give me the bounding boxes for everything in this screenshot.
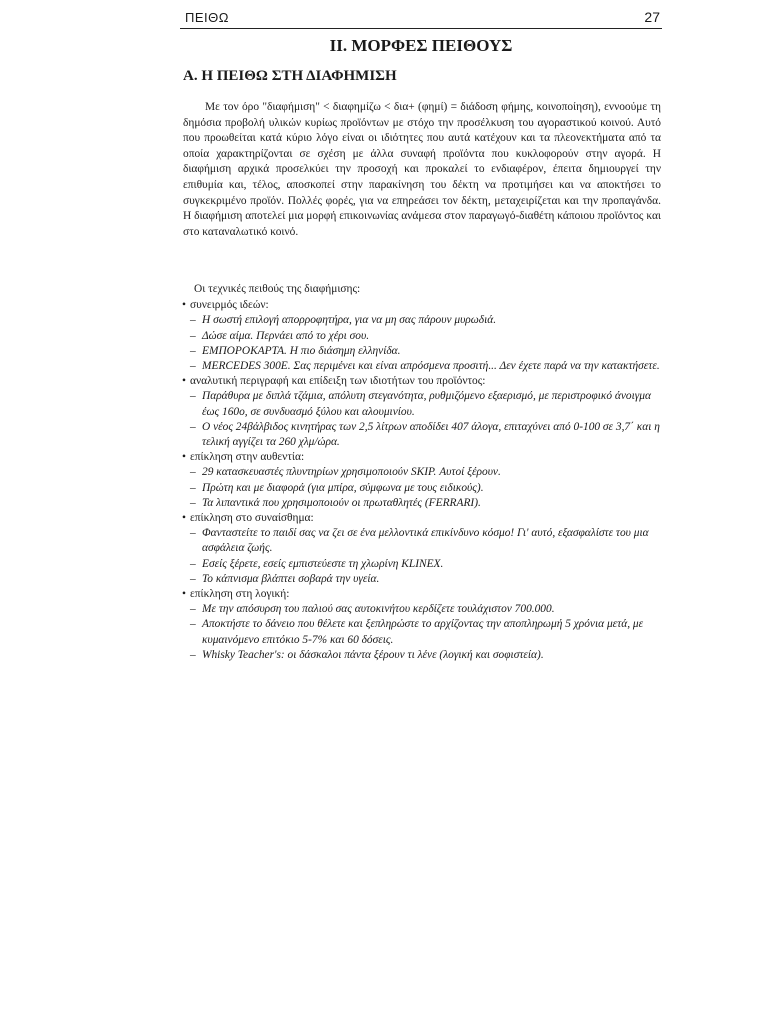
example-item (182, 496, 662, 511)
example-item (182, 617, 662, 647)
dash-icon: – (190, 481, 196, 494)
dash-icon: – (190, 618, 196, 631)
dash-icon: – (190, 344, 196, 357)
dash-icon: – (190, 572, 196, 585)
example-list (182, 602, 662, 663)
dash-icon: – (190, 496, 196, 509)
example-item (182, 481, 662, 496)
dash-icon: – (190, 603, 196, 616)
example-item (182, 572, 662, 587)
dash-icon: – (190, 329, 196, 342)
dash-icon: – (190, 420, 196, 433)
example-item (182, 329, 662, 344)
example-text: Ο νέος 24βάλβιδος κινητήρας των 2,5 λίτρων αποδίδει 407 άλογα, επιταχύνει από 0-100 σε 3,7΄ και η τελική αγγίζει τα 260 χλμ/ώρα. (202, 420, 660, 449)
example-text: 29 κατασκευαστές πλυντηρίων χρησιμοποιούν SKIP. Αυτοί ξέρουν. (202, 466, 501, 479)
running-header (180, 8, 662, 29)
category-label-text: επίκληση στη λογική: (190, 588, 290, 601)
intro-paragraph: Με τον όρο "διαφήμιση" < διαφημίζω < δια+ (φημί) = διάδοση φήμης, κοινοποίηση), εννοούμε τη δημόσια προβολή υλικών κυρίως προϊόντων με στόχο την προσέλκυση του αγοραστικού κοινού. Αυτό που προωθείται κατά κύριο λόγο είναι οι ιδιότητες που αυτά κατέχουν και τα πλεονεκτήματα από τα οποία χαρακτηρίζονται σε σχέση με άλλα συναφή προϊόντα που κυκλοφορούν στην αγορά. Η διαφήμιση αρχικά προσελκύει την προσοχή και προκαλεί το ενδιαφέρον, έπειτα δημιουργεί την επιθυμία και, τέλος, αποσκοπεί στην παρακίνηση του δέκτη να προτιμήσει και να αποκτήσει το συγκεκριμένο προϊόν. Πολλές φορές, για να επηρεάσει τον δέκτη, μεταχειρίζεται και την προπαγάνδα. Η διαφήμιση αποτελεί μια μορφή επικοινωνίας ανάμεσα στον παραγωγό-διαθέτη κάποιου προϊόντος και στο καταναλωτικό κοινό. (183, 101, 661, 238)
bullet-icon: • (182, 299, 186, 312)
example-item (182, 526, 662, 556)
running-title: ΠΕΙΘΩ (185, 10, 230, 25)
example-text: Αποκτήστε το δάνειο που θέλετε και ξεπληρώστε το αρχίζοντας την αποπληρωμή 5 χρόνια μετά, με κυμαινόμενο επιτόκιο 5-7% και 60 δόσεις. (202, 618, 644, 646)
example-list (182, 389, 662, 450)
example-text: ΕΜΠΟΡΟΚΑΡΤΑ. Η πιο διάσημη ελληνίδα. (202, 344, 401, 357)
example-text: MERCEDES 300E. Σας περιμένει και είναι απρόσμενα προσιτή... Δεν έχετε παρά να την κατακτήσετε. (202, 360, 660, 373)
dash-icon: – (190, 557, 196, 570)
chapter-title: II. ΜΟΡΦΕΣ ΠΕΙΘΟΥΣ (329, 36, 513, 55)
categories-container (182, 298, 662, 663)
example-item (182, 359, 662, 374)
bullet-icon: • (182, 588, 186, 601)
example-item (182, 602, 662, 617)
technique-category (182, 450, 662, 511)
dash-icon: – (190, 314, 196, 327)
dash-icon: – (190, 648, 196, 661)
technique-category (182, 374, 662, 450)
category-label-text: επίκληση στην αυθεντία: (190, 451, 305, 464)
category-label-text: συνειρμός ιδεών: (190, 299, 269, 312)
category-label-text: αναλυτική περιγραφή και επίδειξη των ιδιοτήτων του προϊόντος: (190, 375, 486, 388)
example-text: Πρώτη και με διαφορά (για μπίρα, σύμφωνα με τους ειδικούς). (202, 481, 484, 494)
example-text: Εσείς ξέρετε, εσείς εμπιστεύεστε τη χλωρίνη KLINEX. (202, 557, 444, 570)
techniques-intro: Οι τεχνικές πειθούς της διαφήμισης: (194, 283, 361, 295)
example-list (182, 465, 662, 511)
example-text: Τα λιπαντικά που χρησιμοποιούν οι πρωταθλητές (FERRARI). (202, 496, 481, 509)
bullet-icon: • (182, 512, 186, 525)
section-title: Α. Η ΠΕΙΘΩ ΣΤΗ ΔΙΑΦΗΜΙΣΗ (183, 68, 397, 84)
example-text: Με την απόσυρση του παλιού σας αυτοκινήτου κερδίζετε τουλάχιστον 700.000. (202, 603, 555, 616)
example-item (182, 420, 662, 450)
example-text: Whisky Teacher's: οι δάσκαλοι πάντα ξέρουν τι λένε (λογική και σοφιστεία). (202, 648, 544, 661)
example-list (182, 313, 662, 374)
example-item (182, 344, 662, 359)
example-text: Δώσε αίμα. Περνάει από το χέρι σου. (202, 329, 370, 342)
bullet-icon: • (182, 375, 186, 388)
category-label (182, 450, 662, 465)
example-item (182, 648, 662, 663)
category-label (182, 298, 662, 313)
technique-category (182, 511, 662, 587)
technique-category (182, 587, 662, 663)
example-item (182, 389, 662, 419)
dash-icon: – (190, 360, 196, 373)
category-label-text: επίκληση στο συναίσθημα: (190, 512, 314, 525)
dash-icon: – (190, 466, 196, 479)
category-label (182, 587, 662, 602)
bullet-icon: • (182, 451, 186, 464)
example-item (182, 313, 662, 328)
example-text: Το κάπνισμα βλάπτει σοβαρά την υγεία. (202, 572, 380, 585)
dash-icon: – (190, 390, 196, 403)
example-text: Παράθυρα με διπλά τζάμια, απόλυτη στεγανότητα, ρυθμιζόμενο εξαερισμό, με περιστροφικό άνοιγμα έως 160ο, σε συνδυασμό ξύλου και αλουμινίου. (202, 390, 651, 418)
technique-category (182, 298, 662, 374)
example-text: Η σωστή επιλογή απορροφητήρα, για να μη σας πάρουν μυρωδιά. (202, 314, 497, 327)
page-number: 27 (644, 9, 660, 25)
example-item (182, 557, 662, 572)
techniques-list (182, 282, 662, 663)
dash-icon: – (190, 527, 196, 540)
category-label (182, 374, 662, 389)
category-label (182, 511, 662, 526)
example-list (182, 526, 662, 587)
example-text: Φανταστείτε το παιδί σας να ζει σε ένα μελλοντικά επικίνδυνο κόσμο! Γι' αυτό, εξασφαλίστε του μια ασφάλεια ζωής. (202, 527, 649, 555)
example-item (182, 465, 662, 480)
